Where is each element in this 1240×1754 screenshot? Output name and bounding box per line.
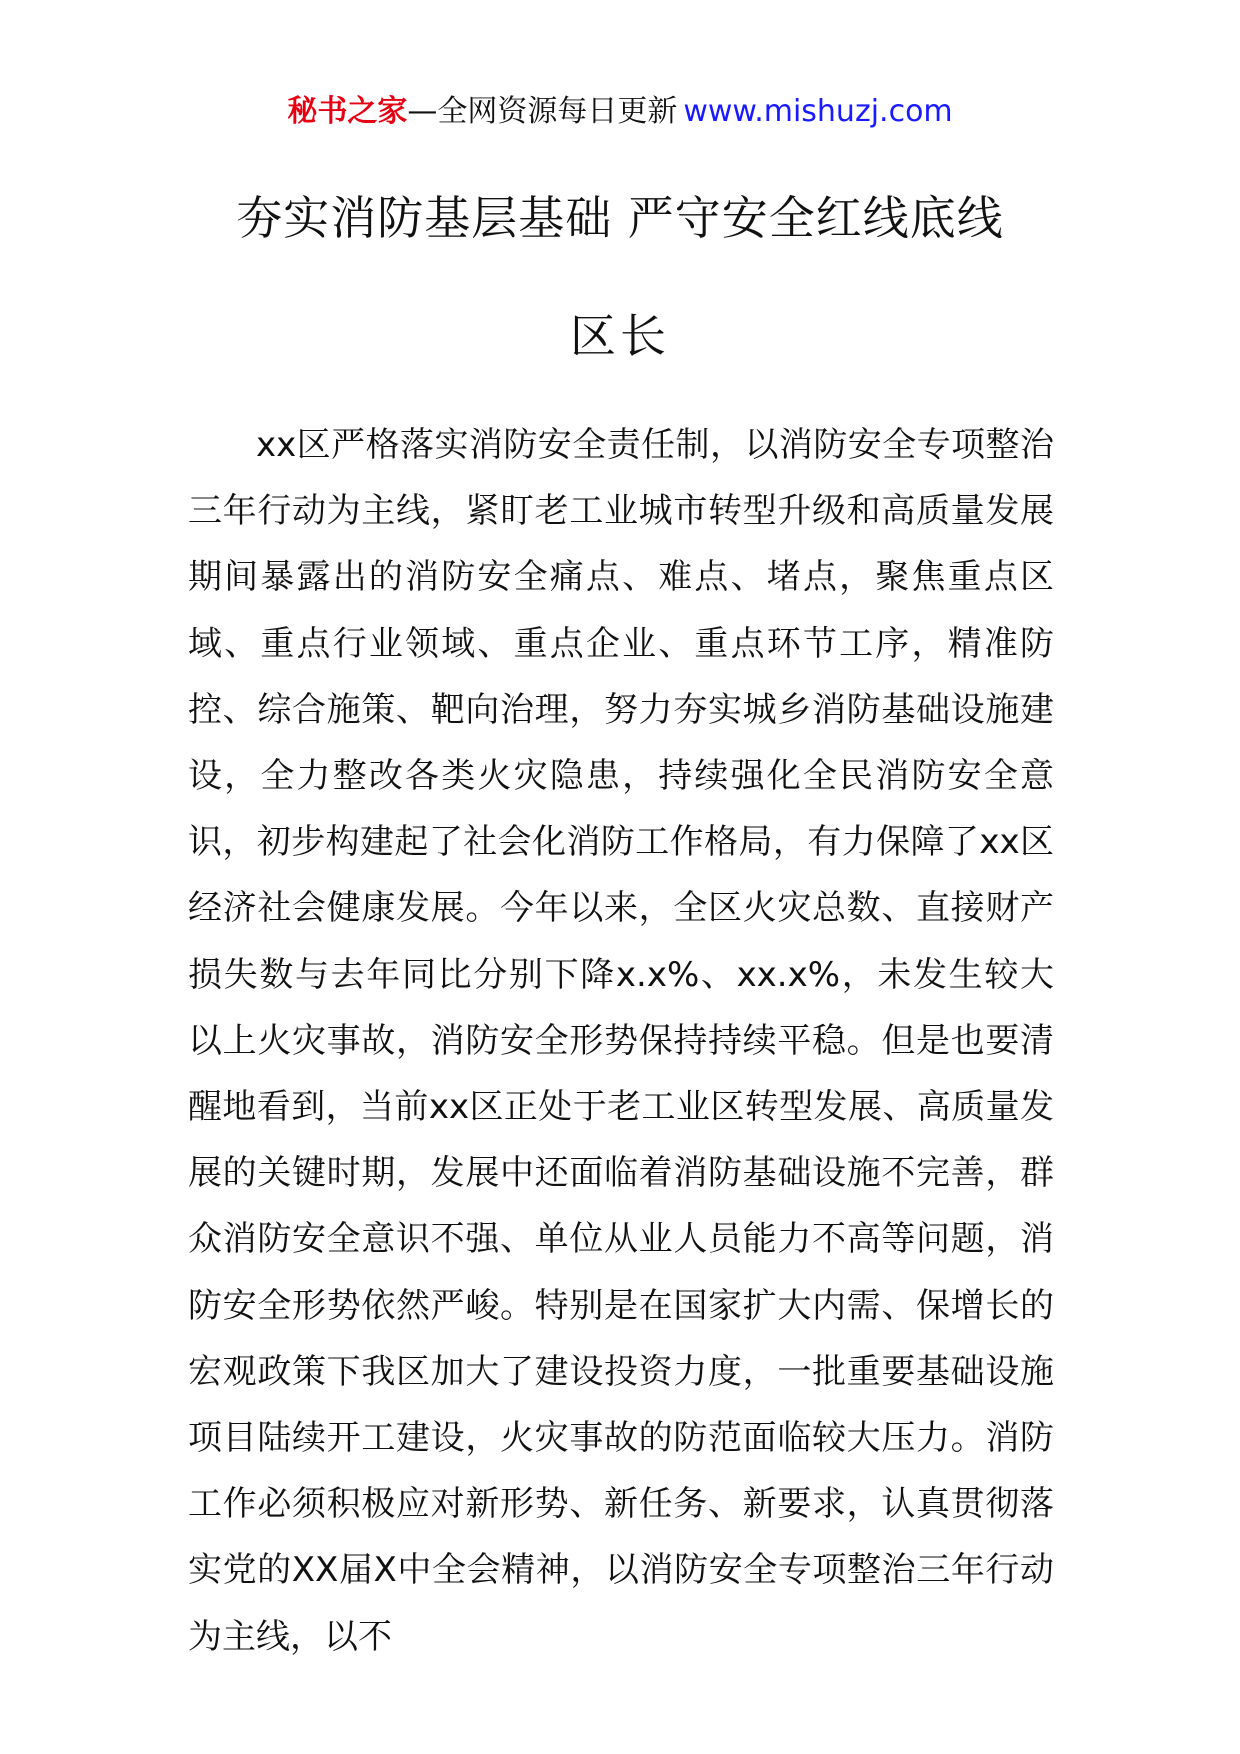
site-slogan: —全网资源每日更新 [407, 94, 678, 129]
site-brand: 秘书之家 [287, 94, 408, 129]
document-author: 区长 [570, 309, 670, 363]
site-header [0, 92, 1240, 132]
site-url-link[interactable]: www.mishuzj.com [683, 94, 953, 129]
body-paragraph: xx区严格落实消防安全责任制，以消防安全专项整治三年行动为主线，紧盯老工业城市转型升级和高质量发展期间暴露出的消防安全痛点、难点、堵点，聚焦重点区域、重点行业领域、重点企业、重点环节工序，精准防控、综合施策、靶向治理，努力夯实城乡消防基础设施建设，全力整改各类火灾隐患，持续强化全民消防安全意识，初步构建起了社会化消防工作格局，有力保障了xx区经济社会健康发展。今年以来，全区火灾总数、直接财产损失数与去年同比分别下降x.x%、xx.x%，未发生较大以上火灾事故，消防安全形势保持持续平稳。但是也要清醒地看到，当前xx区正处于老工业区转型发展、高质量发展的关键时期，发展中还面临着消防基础设施不完善，群众消防安全意识不强、单位从业人员能力不高等问题，消防安全形势依然严峻。特别是在国家扩大内需、保增长的宏观政策下我区加大了建设投资力度，一批重要基础设施项目陆续开工建设，火灾事故的防范面临较大压力。消防工作必须积极应对新形势、新任务、新要求，认真贯彻落实党的XX届X中全会精神，以消防安全专项整治三年行动为主线，以不 [188, 425, 1054, 1657]
document-title: 夯实消防基层基础 严守安全红线底线 [236, 191, 1004, 245]
